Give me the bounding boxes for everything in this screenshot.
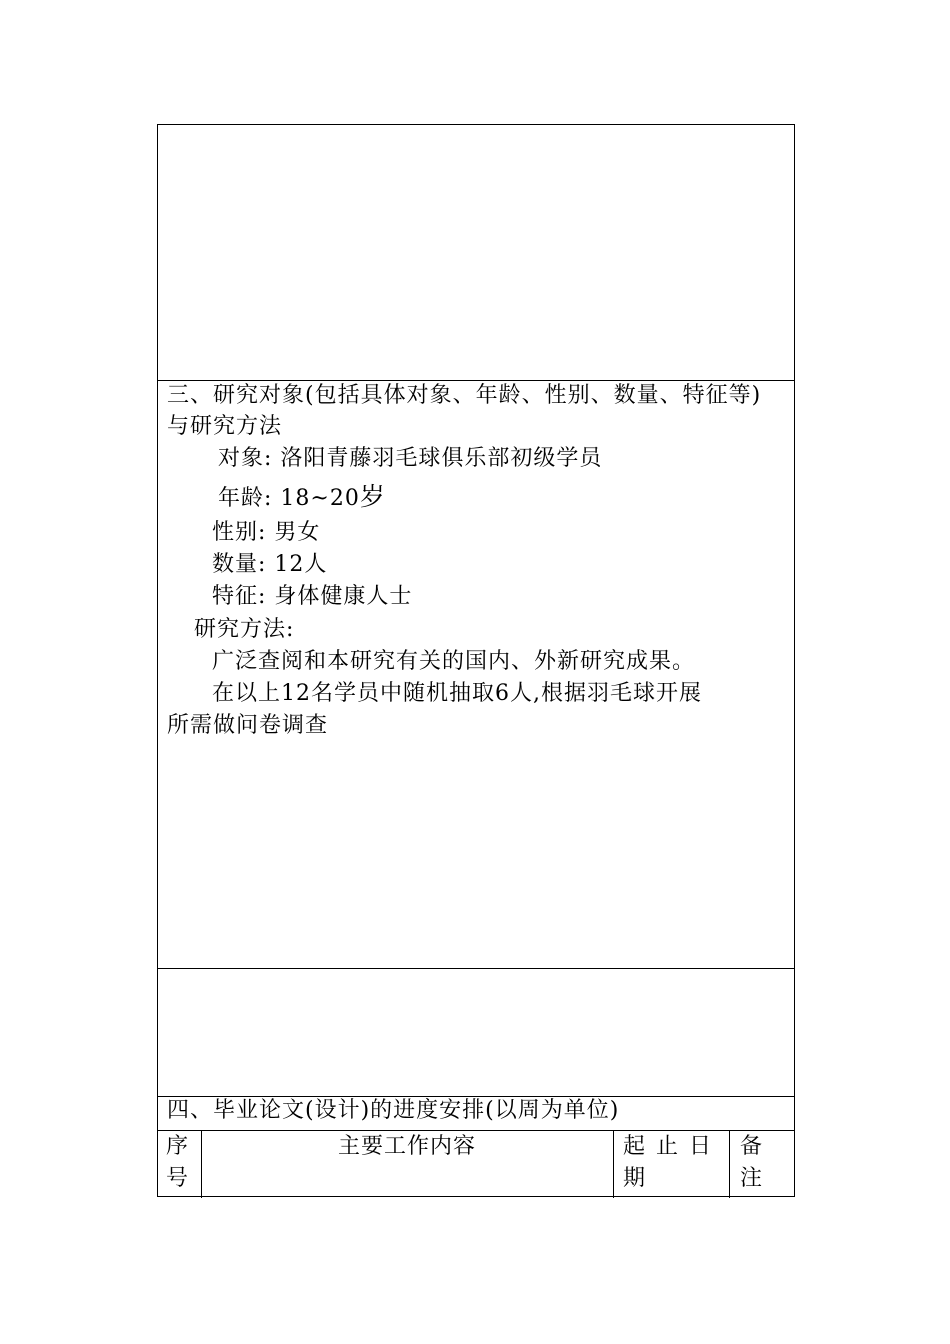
method-2-line2: 所需做问卷调查 [167,713,329,738]
column-divider-3 [729,1130,730,1198]
research-age-unit: 岁 [359,482,386,511]
method-1: 广泛查阅和本研究有关的国内、外新研究成果。 [212,649,696,674]
research-age [218,481,386,515]
header-notes-line1: 备 [740,1134,763,1159]
header-dates-line2: 期 [623,1166,646,1191]
method-2-line1: 在以上12名学员中随机抽取6人,根据羽毛球开展 [212,681,702,706]
header-seq-line1: 序 [166,1134,189,1159]
header-dates-line1: 起 止 日 [623,1134,713,1159]
section3-heading-line2: 与研究方法 [167,414,283,439]
research-gender: 性别: 男女 [212,520,321,545]
research-feature: 特征: 身体健康人士 [212,584,413,609]
header-seq-line2: 号 [166,1166,189,1191]
header-main-content: 主要工作内容 [338,1134,477,1159]
column-divider-1 [201,1130,202,1198]
methods-title: 研究方法: [194,617,295,642]
column-divider-2 [613,1130,614,1198]
section4-heading: 四、毕业论文(设计)的进度安排(以周为单位) [167,1098,620,1123]
research-count: 数量: 12人 [212,552,328,577]
research-object: 对象: 洛阳青藤羽毛球俱乐部初级学员 [218,446,603,471]
header-notes-line2: 注 [740,1166,763,1191]
research-age-label: 年龄: 18~20 [218,486,360,511]
row-divider-2 [158,968,794,969]
section3-heading-line1: 三、研究对象(包括具体对象、年龄、性别、数量、特征等) [167,383,762,408]
